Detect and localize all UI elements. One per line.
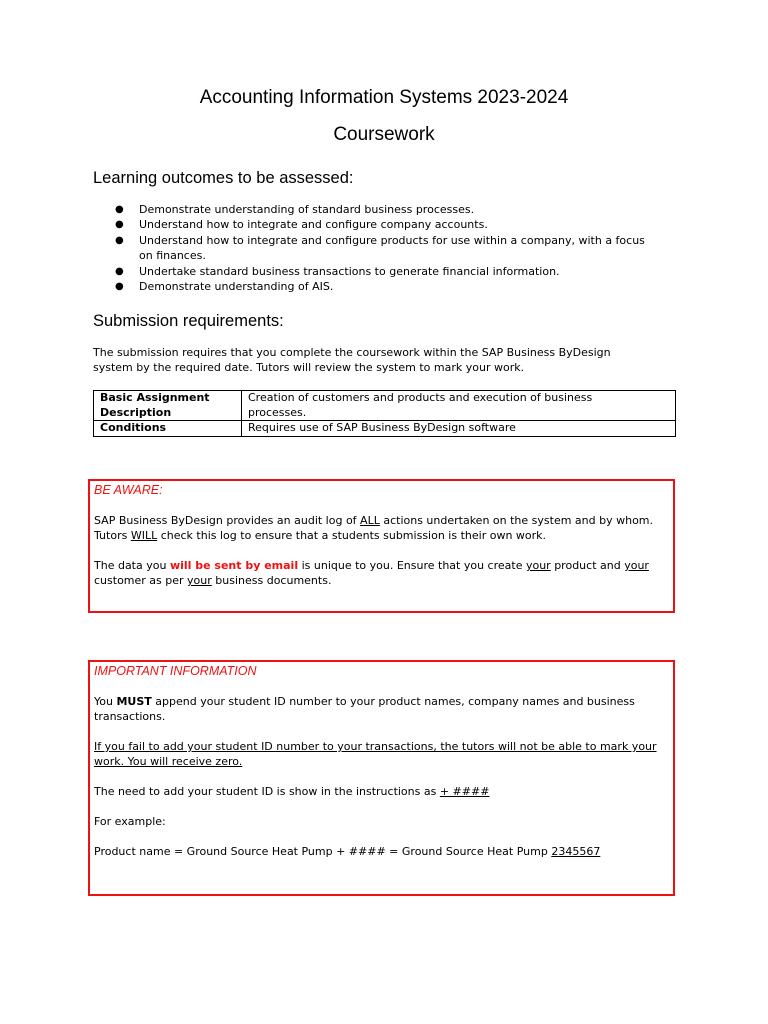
table-value: Creation of customers and products and execution of business processes. — [242, 391, 676, 421]
example-paragraph: Product name = Ground Source Heat Pump + #### = Ground Source Heat Pump 2345567 — [94, 845, 601, 858]
bullet-icon: ● — [115, 204, 124, 215]
submission-heading: Submission requirements: — [93, 312, 284, 330]
list-item: ● Undertake standard business transactions to generate financial information. — [115, 264, 560, 278]
bullet-icon: ● — [115, 219, 124, 231]
must-append-paragraph: You MUST append your student ID number to your product names, company names and business transactions. — [94, 695, 635, 723]
list-item: ● Understand how to integrate and configure products for use within a company, with a focus on finances. — [115, 233, 645, 263]
list-item: ● Demonstrate understanding of standard business processes. — [115, 203, 475, 216]
table-label: Basic Assignment Description — [94, 391, 242, 421]
be-aware-box — [88, 479, 675, 613]
bullet-icon: ● — [115, 234, 124, 246]
table-label: Conditions — [94, 421, 242, 437]
list-item: ● Demonstrate understanding of AIS. — [115, 280, 334, 294]
zero-warning-paragraph: If you fail to add your student ID number to your transactions, the tutors will not be able to mark your work. You will receive zero. — [94, 740, 657, 768]
bullet-icon: ● — [115, 265, 124, 277]
submission-text: The submission requires that you complete the coursework within the SAP Business ByDesign system by the required date. Tutors will review the system to mark your work. — [93, 346, 611, 374]
document-subtitle: Coursework — [333, 124, 435, 145]
document-title: Accounting Information Systems 2023-2024 — [199, 87, 569, 108]
important-info-box — [88, 660, 675, 896]
instruction-notation-paragraph: The need to add your student ID is show in the instructions as + #### — [94, 785, 490, 798]
table-row — [94, 421, 676, 437]
list-item: ● Understand how to integrate and configure company accounts. — [115, 218, 488, 232]
important-info-title: IMPORTANT INFORMATION — [94, 664, 257, 678]
bullet-icon: ● — [115, 281, 124, 293]
outcomes-heading: Learning outcomes to be assessed: — [93, 169, 354, 187]
be-aware-title: BE AWARE: — [94, 483, 163, 497]
audit-log-paragraph: SAP Business ByDesign provides an audit log of ALL actions undertaken on the system and by whom. Tutors WILL check this log to ensure that a students submission is their own work. — [94, 514, 654, 542]
outcomes-list — [93, 202, 653, 294]
table-row — [94, 391, 676, 421]
table-value: Requires use of SAP Business ByDesign software — [242, 421, 676, 437]
example-label: For example: — [94, 815, 166, 828]
unique-data-paragraph: The data you will be sent by email is unique to you. Ensure that you create your product and your customer as per your business documents. — [94, 559, 649, 587]
assignment-table — [93, 390, 676, 437]
